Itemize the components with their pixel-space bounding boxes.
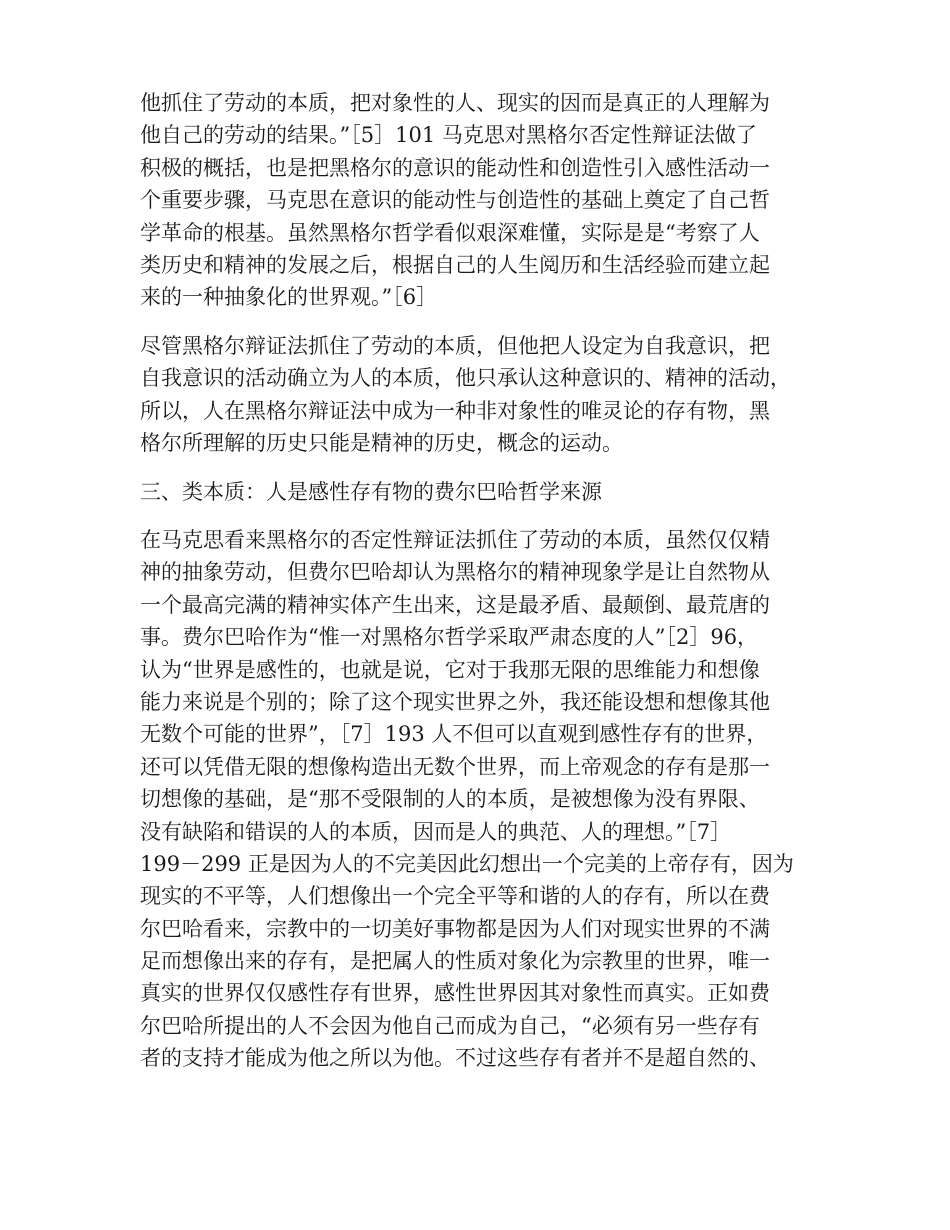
text-line: 切想像的基础，是“那不受限制的人的本质，是被想像为没有界限、: [140, 787, 760, 812]
paragraph-1: [140, 87, 812, 314]
text-line: 者的支持才能成为他之所以为他。不过这些存有者并不是超自然的、: [140, 1046, 770, 1071]
text-line: 他抓住了劳动的本质，把对象性的人、现实的因而是真正的人理解为: [140, 91, 770, 115]
text-line: 事。费尔巴哈作为“惟一对黑格尔哲学采取严肃态度的人”［2］96，: [140, 625, 759, 650]
text-line: 尔巴哈看来，宗教中的一切美好事物都是因为人们对现实世界的不满: [140, 916, 770, 941]
text-line: 积极的概括，也是把黑格尔的意识的能动性和创造性引入感性活动一: [140, 155, 770, 180]
text-line: 所以，人在黑格尔辩证法中成为一种非对象性的唯灵论的存有物，黑: [140, 398, 770, 423]
text-line: 神的抽象劳动，但费尔巴哈却认为黑格尔的精神现象学是让自然物从: [140, 560, 770, 585]
text-line: 尽管黑格尔辩证法抓住了劳动的本质，但他把人设定为自我意识，把: [140, 334, 770, 358]
text-line: 没有缺陷和错误的人的本质，因而是人的典范、人的理想。”［7］: [140, 819, 732, 844]
text-line: 还可以凭借无限的想像构造出无数个世界，而上帝观念的存有是那一: [140, 754, 770, 779]
text-line: 学革命的根基。虽然黑格尔哲学看似艰深难懂，实际是是“考察了人: [140, 220, 760, 245]
text-line: 无数个可能的世界”，［7］193 人不但可以直观到感性存有的世界，: [140, 722, 768, 747]
text-line: 尔巴哈所提出的人不会因为他自己而成为自己，“必须有另一些存有: [140, 1013, 760, 1038]
text-line: 来的一种抽象化的世界观。”［6］: [140, 285, 438, 310]
text-line: 足而想像出来的存有，是把属人的性质对象化为宗教里的世界，唯一: [140, 949, 770, 974]
text-line: 能力来说是个别的；除了这个现实世界之外，我还能设想和想像其他: [140, 689, 770, 714]
text-line: 他自己的劳动的结果。”［5］101 马克思对黑格尔否定性辩证法做了: [140, 123, 757, 148]
paragraph-2: [140, 330, 812, 460]
text-line: 199－299 正是因为人的不完美因此幻想出一个完美的上帝存有，因为: [140, 851, 794, 876]
text-line: 认为“世界是感性的，也就是说，它对于我那无限的思维能力和想像: [140, 657, 760, 682]
text-line: 类历史和精神的发展之后，根据自己的人生阅历和生活经验而建立起: [140, 252, 770, 277]
text-line: 自我意识的活动确立为人的本质，他只承认这种意识的、精神的活动，: [140, 366, 791, 391]
text-line: 真实的世界仅仅感性存有世界，感性世界因其对象性而真实。正如费: [140, 981, 770, 1006]
paragraph-4: [140, 524, 812, 1075]
text-line: 一个最高完满的精神实体产生出来，这是最矛盾、最颠倒、最荒唐的: [140, 592, 770, 617]
heading-text: 三、类本质：人是感性存有物的费尔巴哈哲学来源: [140, 480, 602, 504]
text-line: 现实的不平等，人们想像出一个完全平等和谐的人的存有，所以在费: [140, 884, 770, 909]
text-line: 个重要步骤，马克思在意识的能动性与创造性的基础上奠定了自己哲: [140, 188, 770, 213]
text-line: 格尔所理解的历史只能是精神的历史，概念的运动。: [140, 431, 623, 456]
section-heading: [140, 476, 812, 508]
text-line: 在马克思看来黑格尔的否定性辩证法抓住了劳动的本质，虽然仅仅精: [140, 528, 770, 552]
